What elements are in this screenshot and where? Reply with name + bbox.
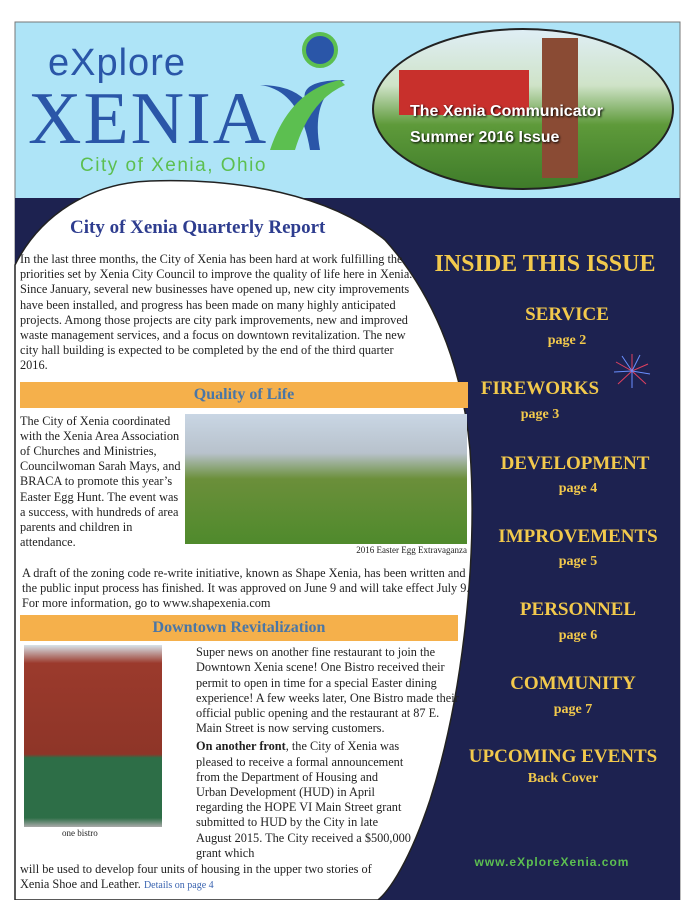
toc-improvements[interactable]: IMPROVEMENTS — [498, 526, 658, 547]
toc-development-page: page 4 — [558, 481, 598, 496]
intro-text: In the last three months, the City of Xenia has been hard at work fulfilling the priorities set by Xenia City Council to improve the quality of life here in Xenia. Since January, several new businesses have opened up, new city improvements have been installed, and progress has been made on many highly anticipated projects. Among those projects are city park improvements, new and improved waste management services, and a focus on downtown revitalization. The new city hall building is expected to be completed by the end of the third quarter 2016. — [20, 252, 413, 373]
downtown-text — [196, 645, 468, 861]
bistro-photo — [24, 645, 162, 827]
toc-community-page: page 7 — [553, 702, 593, 717]
easter-photo — [185, 414, 467, 544]
page-title: City of Xenia Quarterly Report — [70, 217, 326, 238]
toc-service-page: page 2 — [547, 333, 587, 348]
fireworks-icon — [612, 352, 652, 390]
toc-upcoming-events-page: Back Cover — [527, 771, 599, 786]
easter-caption: 2016 Easter Egg Extravaganza — [356, 544, 467, 555]
header-photo — [372, 28, 674, 190]
left-column — [20, 252, 472, 893]
logo-explore: eXplore — [48, 42, 186, 84]
downtown-text-2 — [196, 739, 411, 861]
p3-text: will be used to develop four units of housing in the upper two stories of Xenia Shoe and Leather. — [20, 862, 372, 892]
downtown-text-1: Super news on another fine restaurant to join the Downtown Xenia scene! One Bistro received their permit to open in time for a special Easter dining experience! A few weeks later, One Bistro made their official public opening and the restaurant at 87 E. Main Street is now serving customers. — [196, 645, 459, 736]
toc-personnel-page: page 6 — [558, 628, 598, 643]
zoning-text: A draft of the zoning code re-write initiative, known as Shape Xenia, has been written and the public input process has finished. It was approved on June 9 and will take effect July 9. For more information, go to www.shapexenia.com — [22, 565, 470, 611]
toc-personnel[interactable]: PERSONNEL — [519, 599, 637, 620]
toc-improvements-page: page 5 — [558, 554, 598, 569]
downtown-heading: Downtown Revitalization — [20, 615, 458, 641]
logo-xenia: XENIA — [28, 78, 269, 160]
downtown-row — [20, 645, 472, 861]
bold-lead: On another front — [196, 739, 286, 754]
toc-fireworks-page: page 3 — [520, 407, 560, 422]
toc-upcoming-events[interactable]: UPCOMING EVENTS — [468, 746, 658, 767]
toc-fireworks[interactable]: FIREWORKS — [480, 378, 600, 399]
toc-service[interactable]: SERVICE — [525, 304, 609, 325]
quality-text: The City of Xenia coordinated with the Xenia Area Association of Churches and Ministries, Councilwoman Sarah Mays, and BRACA to promote this year’s Easter Egg Hunt. The event was a success, with hundreds of area parents and children in attendance. — [20, 413, 181, 550]
inside-heading: INSIDE THIS ISSUE — [434, 251, 656, 277]
details-link[interactable]: Details on page 4 — [143, 880, 214, 892]
quality-heading: Quality of Life — [20, 382, 468, 408]
logo-city-tagline: City of Xenia, Ohio — [80, 155, 267, 176]
toc-development[interactable]: DEVELOPMENT — [500, 453, 650, 474]
p2-text: , the City of Xenia was pleased to receive a formal announcement from the Department of Housing and Urban Development (HUD) in April regarding the HOPE VI Main Street grant submitted to HUD by the City in late August 2015. The City received a $500,000 grant which — [196, 739, 411, 860]
downtown-text-3 — [20, 862, 395, 893]
logo-figure-icon — [250, 30, 350, 150]
bistro-figure — [24, 645, 196, 839]
newsletter-title: The Xenia Communicator — [410, 103, 603, 120]
easter-figure — [185, 414, 467, 556]
quality-row — [20, 414, 472, 556]
bistro-caption: one bistro — [62, 828, 98, 839]
toc-community[interactable]: COMMUNITY — [510, 673, 636, 694]
issue-label: Summer 2016 Issue — [410, 129, 560, 146]
website-link[interactable]: www.eXploreXenia.com — [474, 855, 630, 869]
